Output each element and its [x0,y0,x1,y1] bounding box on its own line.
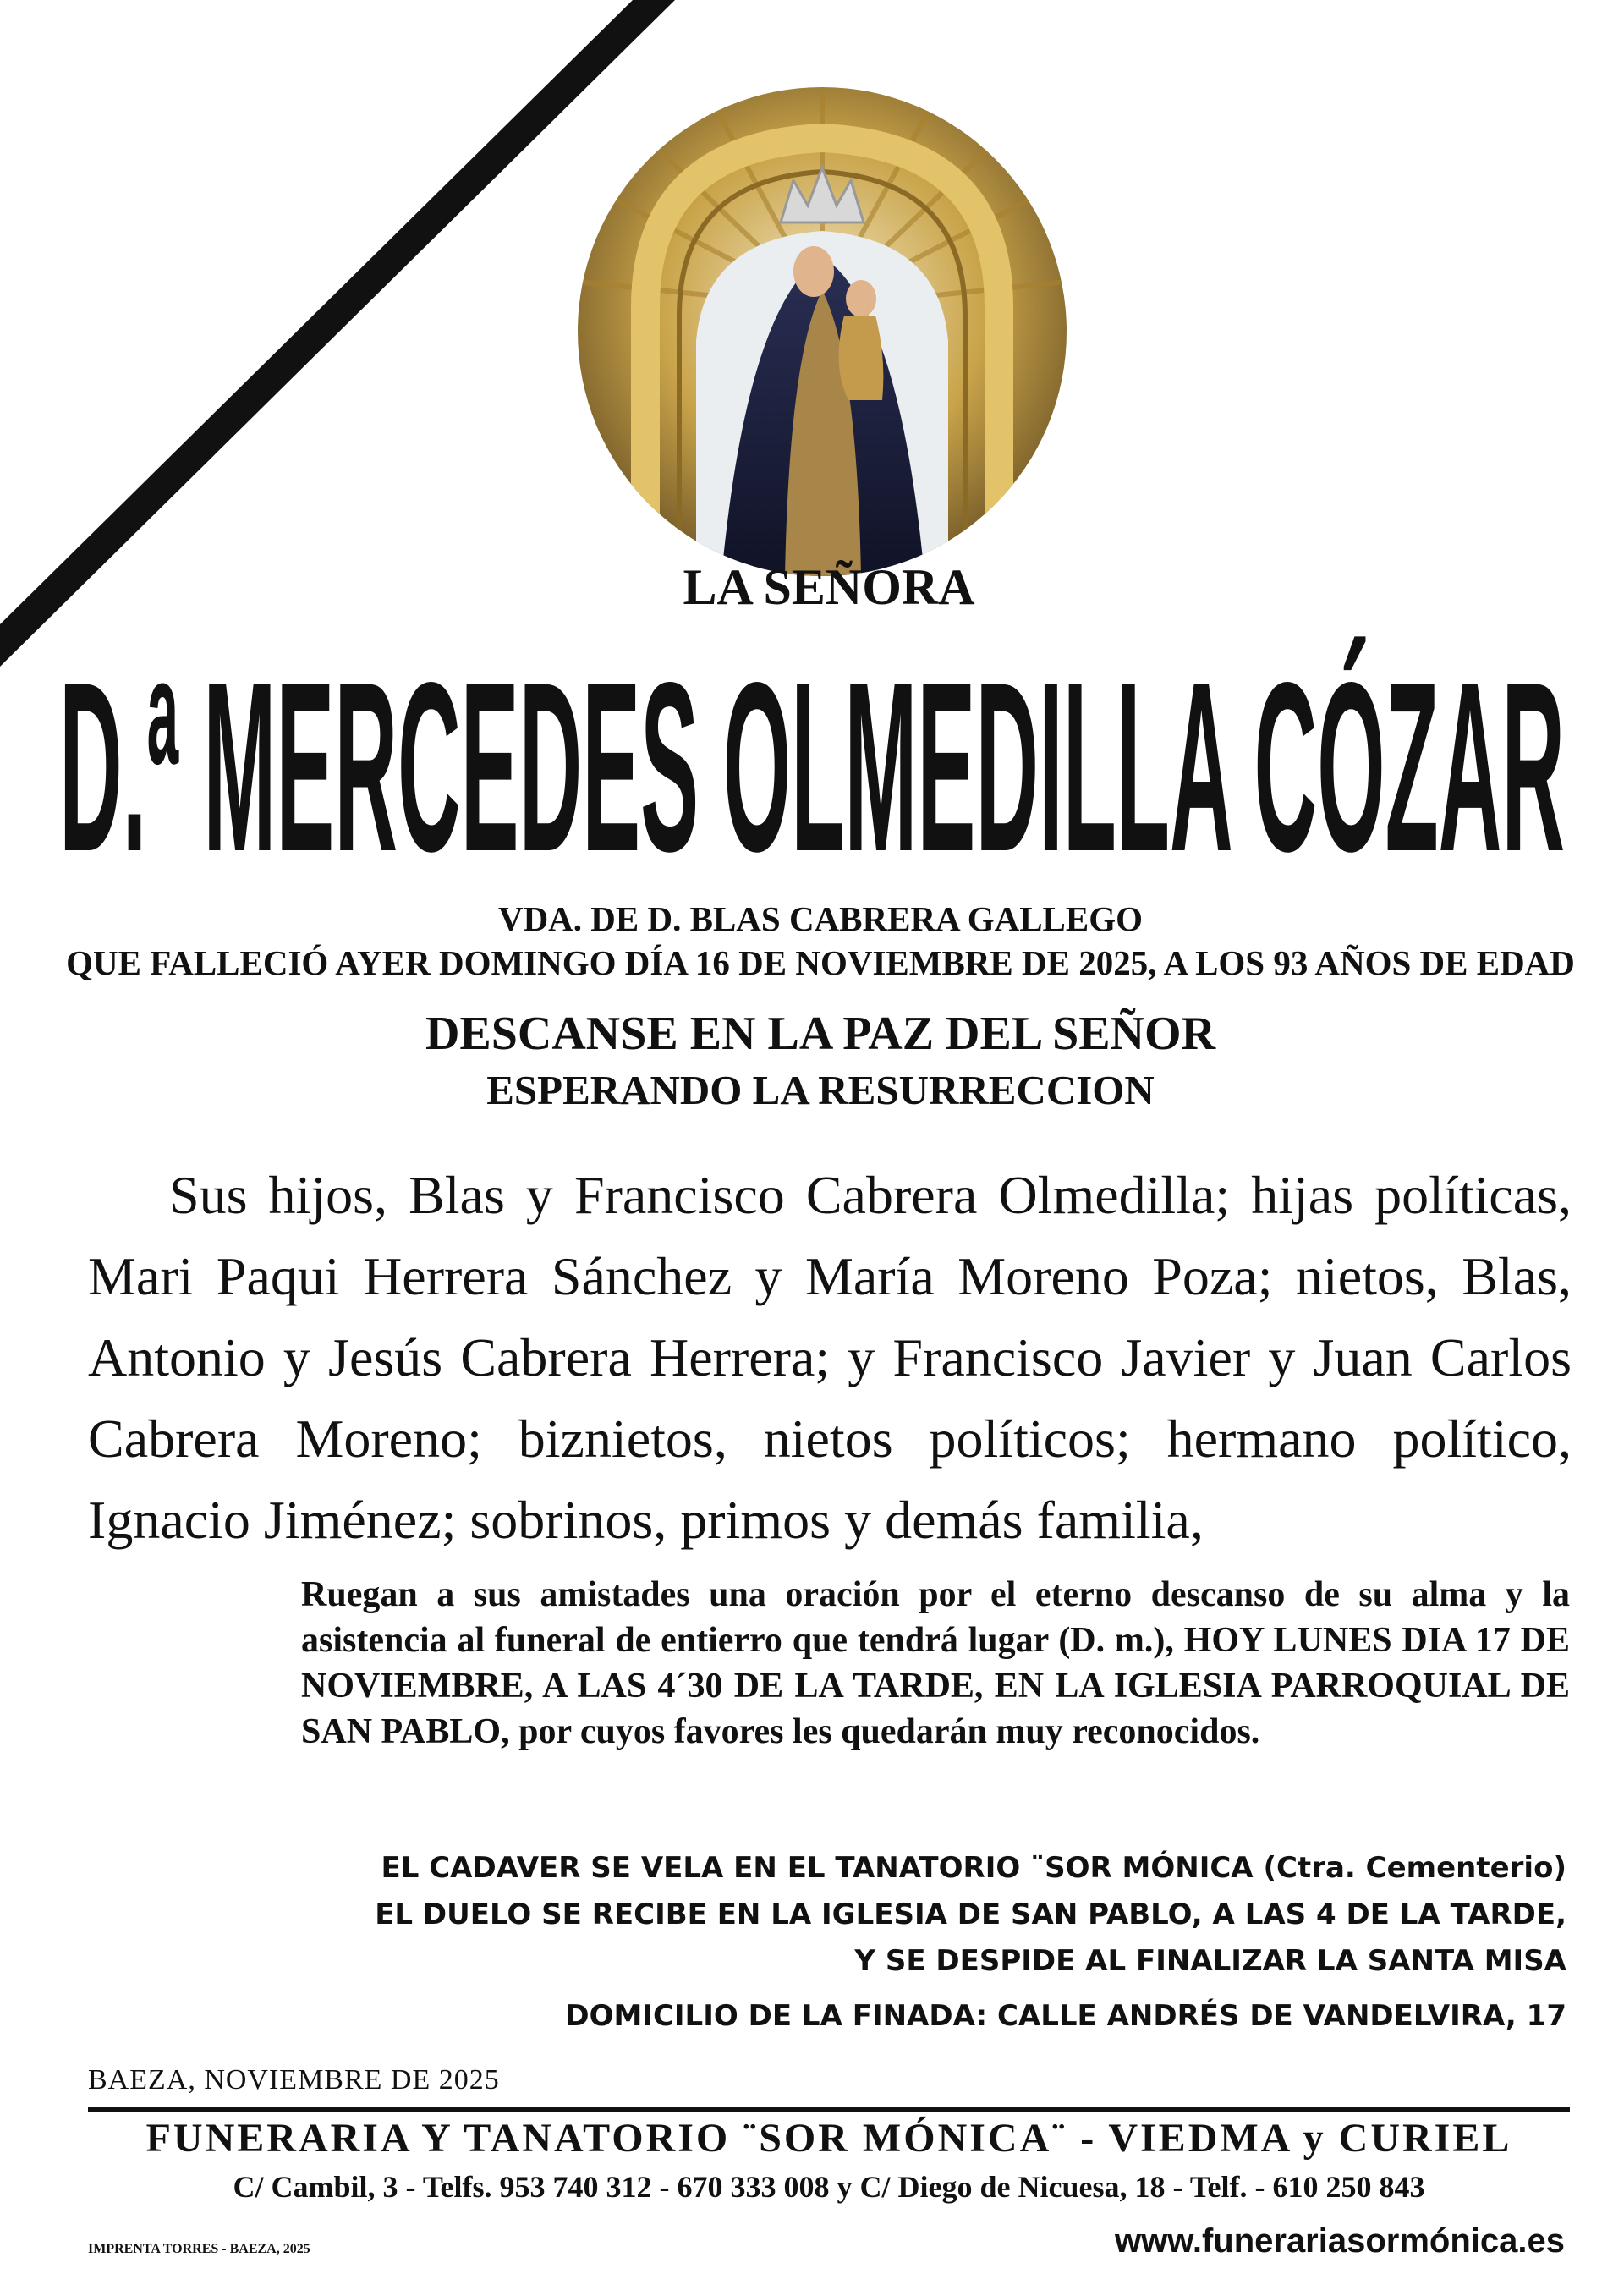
death-notice-line: QUE FALLECIÓ AYER DOMINGO DÍA 16 DE NOVIEMBRE DE 2025, A LOS 93 AÑOS DE EDAD [66,943,1575,982]
widow-of-line: VDA. DE D. BLAS CABRERA GALLEGO [497,899,1144,938]
funeral-request-paragraph: Ruegan a sus amistades una oración por el eterno descanso de su alma y la asistencia al funeral de entierro que tendrá lugar (D. m.), HOY LUNES DIA 17 DE NOVIEMBRE, A LAS 4´30 DE LA TARDE, EN LA IGLESIA PARROQUIAL DE SAN PABLO, por cuyos favores les quedarán muy reconocidos. [301,1575,1570,1751]
wake-location-line: EL CADAVER SE VELA EN EL TANATORIO ¨SOR MÓNICA (Ctra. Cementerio) [381,1851,1566,1885]
deceased-name-text: D.ª MERCEDES OLMEDILLA CÓZAR [59,633,1565,893]
deceased-name [51,622,1573,893]
website-link[interactable]: www.funerariasormónica.es [1114,2222,1565,2260]
virgin-mary-icon [578,87,1067,576]
funeral-home-address: C/ Cambil, 3 - Telfs. 953 740 312 - 670 333 008 y C/ Diego de Nicuesa, 18 - Telf. - 610 250 843 [233,2170,1425,2204]
residence-line: DOMICILIO DE LA FINADA: CALLE ANDRÉS DE VANDELVIRA, 17 [565,1999,1566,2033]
footer-divider [88,2107,1570,2112]
awaiting-resurrection-line: ESPERANDO LA RESURRECCION [486,1067,1155,1113]
family-paragraph: Sus hijos, Blas y Francisco Cabrera Olmedilla; hijas políticas, Mari Paqui Herrera Sánchez y María Moreno Poza; nietos, Blas, Antonio y Jesús Cabrera Herrera; y Francisco Javier y Juan Carlos Cabrera Moreno; biznietos, nietos políticos; hermano político, Ignacio Jiménez; sobrinos, primos y demás familia, [88,1165,1572,1550]
mourning-line: EL DUELO SE RECIBE EN LA IGLESIA DE SAN PABLO, A LAS 4 DE LA TARDE, [375,1898,1566,1931]
funeral-home-name: FUNERARIA Y TANATORIO ¨SOR MÓNICA¨ - VIEDMA y CURIEL [145,2116,1512,2161]
place-date: BAEZA, NOVIEMBRE DE 2025 [88,2064,500,2095]
intro-title: LA SEÑORA [683,559,975,615]
printer-credit: IMPRENTA TORRES - BAEZA, 2025 [88,2242,310,2256]
rest-in-peace-line: DESCANSE EN LA PAZ DEL SEÑOR [425,1008,1216,1060]
farewell-line: Y SE DESPIDE AL FINALIZAR LA SANTA MISA [854,1944,1566,1978]
